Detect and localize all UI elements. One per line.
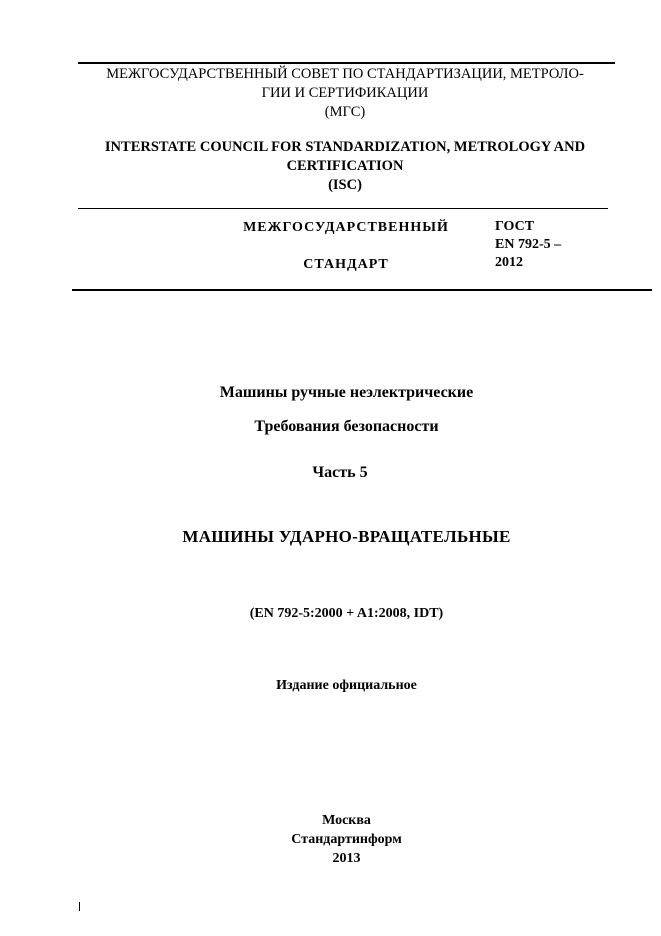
imprint bbox=[0, 811, 661, 868]
gost-line-3: 2012 bbox=[495, 255, 523, 270]
imprint-city: Москва bbox=[322, 813, 371, 828]
council-ru-line-3: (МГС) bbox=[324, 104, 366, 120]
council-en-line-1: INTERSTATE COUNCIL FOR STANDARDIZATION, METROLOGY AND bbox=[104, 139, 586, 155]
title-line-1: Машины ручные неэлектрические bbox=[219, 384, 474, 401]
gost-line-1: ГОСТ bbox=[495, 219, 535, 234]
council-name-russian bbox=[80, 65, 610, 122]
part-number: Часть 5 bbox=[312, 464, 368, 481]
identity-reference: (EN 792-5:2000 + A1:2008, IDT) bbox=[249, 606, 444, 621]
header-divider bbox=[78, 208, 608, 209]
council-ru-line-1: МЕЖГОСУДАРСТВЕННЫЙ СОВЕТ ПО СТАНДАРТИЗАЦИИ, МЕТРОЛО- bbox=[106, 66, 584, 82]
imprint-publisher: Стандартинформ bbox=[291, 832, 402, 847]
standard-divider bbox=[72, 289, 652, 291]
main-title: МАШИНЫ УДАРНО-ВРАЩАТЕЛЬНЫЕ bbox=[182, 527, 511, 546]
page-margin-mark bbox=[79, 902, 80, 911]
council-name-english bbox=[80, 138, 610, 195]
council-en-line-3: (ISC) bbox=[328, 177, 362, 193]
council-en-line-2: CERTIFICATION bbox=[286, 158, 404, 174]
imprint-year: 2013 bbox=[332, 851, 361, 866]
edition-note: Издание официальное bbox=[276, 678, 417, 693]
council-ru-line-2: ГИИ И СЕРТИФИКАЦИИ bbox=[261, 85, 429, 101]
gost-designation bbox=[495, 218, 605, 272]
title-line-2: Требования безопасности bbox=[254, 418, 439, 435]
gost-line-2: EN 792-5 – bbox=[495, 237, 562, 252]
standard-label-line-1: МЕЖГОСУДАРСТВЕННЫЙ bbox=[243, 220, 449, 235]
standard-label-line-2: СТАНДАРТ bbox=[303, 257, 389, 272]
standard-label bbox=[226, 218, 466, 292]
top-rule bbox=[78, 62, 615, 64]
